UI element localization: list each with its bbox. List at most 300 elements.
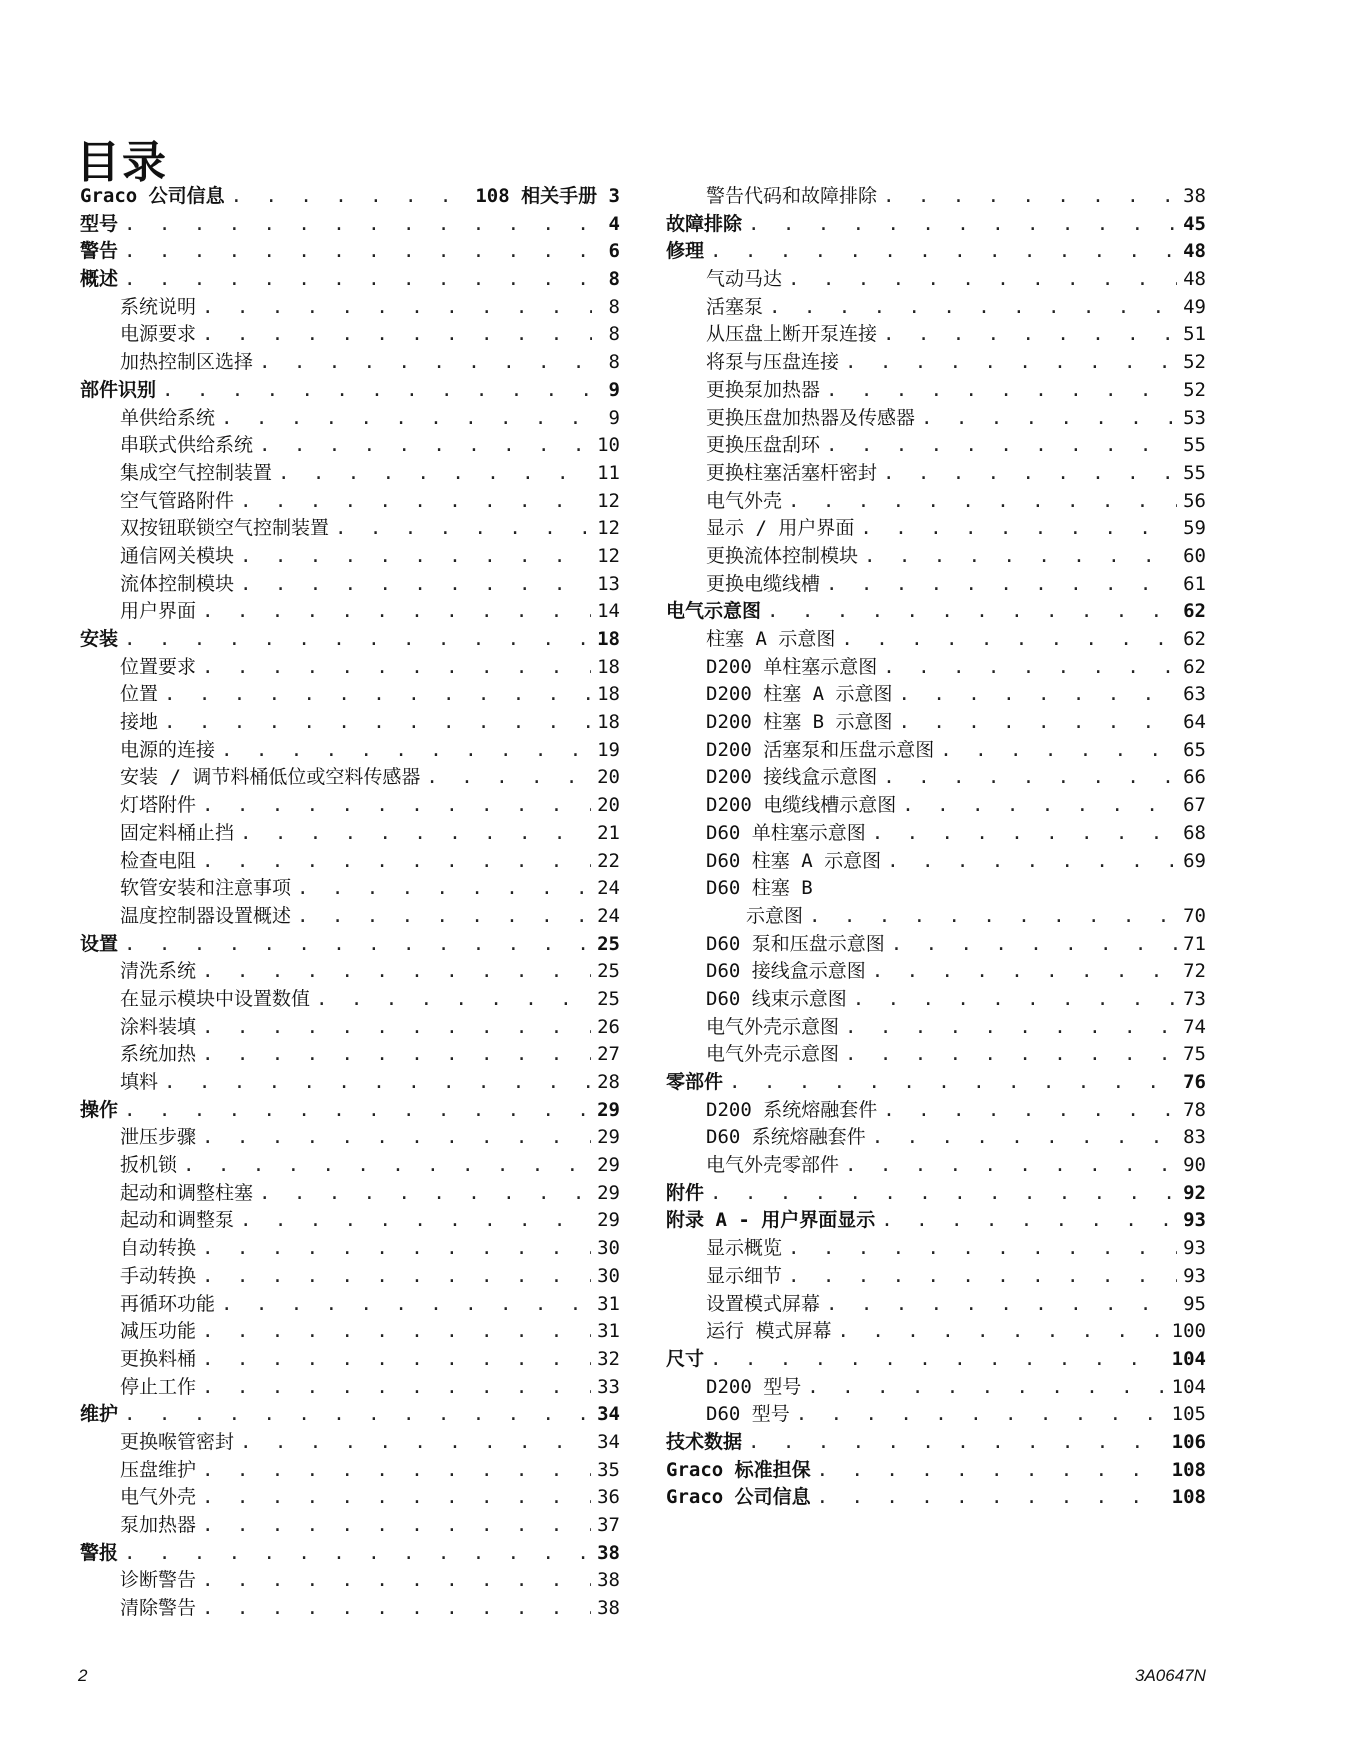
toc-entry-title: 双按钮联锁空气控制装置	[120, 517, 330, 540]
dot-leader	[817, 1457, 1166, 1485]
toc-entry-page: 25	[597, 960, 620, 983]
toc-entry-title: 尺寸	[666, 1347, 705, 1370]
toc-entry[interactable]	[80, 1318, 620, 1346]
toc-entry[interactable]	[666, 1429, 1206, 1457]
toc-entry[interactable]	[80, 958, 620, 986]
dot-leader	[940, 737, 1177, 765]
toc-entry[interactable]	[80, 1124, 620, 1152]
toc-entry[interactable]	[666, 321, 1206, 349]
dot-leader	[845, 1041, 1177, 1069]
toc-entry-page: 105	[1171, 1403, 1206, 1426]
toc-entry-page: 93	[1183, 1264, 1206, 1287]
dot-leader	[240, 571, 591, 599]
toc-entry-title: 泄压步骤	[120, 1126, 197, 1149]
dot-leader	[872, 958, 1177, 986]
toc-entry[interactable]	[80, 848, 620, 876]
toc-entry-page: 104	[1171, 1375, 1206, 1398]
toc-entry[interactable]	[666, 654, 1206, 682]
toc-entry[interactable]	[666, 432, 1206, 460]
toc-entry-page: 26	[597, 1015, 620, 1038]
toc-entry[interactable]	[80, 405, 620, 433]
toc-entry-page: 21	[597, 821, 620, 844]
toc-entry[interactable]	[666, 1069, 1206, 1097]
dot-leader	[767, 598, 1177, 626]
toc-entry-page: 70	[1183, 904, 1206, 927]
dot-leader	[902, 792, 1177, 820]
toc-entry[interactable]	[666, 488, 1206, 516]
toc-entry[interactable]	[80, 432, 620, 460]
dot-leader	[221, 737, 591, 765]
dot-leader	[202, 1567, 591, 1595]
toc-entry[interactable]	[80, 681, 620, 709]
dot-leader	[335, 515, 591, 543]
toc-entry[interactable]	[666, 1346, 1206, 1374]
dot-leader	[202, 1595, 591, 1623]
toc-entry[interactable]	[666, 820, 1206, 848]
toc-entry-title: 停止工作	[120, 1375, 197, 1398]
toc-entry[interactable]	[666, 183, 1206, 211]
dot-leader	[240, 1429, 591, 1457]
toc-entry[interactable]	[666, 958, 1206, 986]
toc-entry[interactable]	[80, 1235, 620, 1263]
toc-entry-page: 30	[597, 1264, 620, 1287]
dot-leader	[864, 543, 1177, 571]
toc-entry-page: 31	[597, 1292, 620, 1315]
toc-entry[interactable]	[80, 1152, 620, 1180]
toc-entry[interactable]	[666, 986, 1206, 1014]
dot-leader	[788, 266, 1177, 294]
toc-entry-title: 显示概览	[706, 1237, 783, 1260]
toc-entry-page: 75	[1183, 1043, 1206, 1066]
toc-entry-title: 清除警告	[120, 1597, 197, 1620]
toc-entry-page: 38	[597, 1597, 620, 1620]
toc-entry-title: 诊断警告	[120, 1569, 197, 1592]
toc-entry-page: 32	[597, 1347, 620, 1370]
dot-leader	[202, 1512, 591, 1540]
toc-entry-page: 52	[1183, 351, 1206, 374]
dot-leader	[796, 1401, 1166, 1429]
toc-entry-page: 100	[1171, 1320, 1206, 1343]
toc-entry[interactable]	[666, 515, 1206, 543]
toc-entry[interactable]	[80, 875, 620, 903]
toc-entry[interactable]	[666, 1401, 1206, 1429]
toc-entry[interactable]	[80, 1346, 620, 1374]
toc-entry-page: 62	[1183, 600, 1206, 623]
toc-entry-title: 填料	[120, 1071, 159, 1093]
toc-entry[interactable]	[666, 1263, 1206, 1291]
toc-entry[interactable]	[666, 460, 1206, 488]
toc-entry[interactable]	[666, 349, 1206, 377]
toc-entry-title: 显示 / 用户界面	[706, 517, 855, 540]
toc-entry-page: 29	[597, 1098, 620, 1121]
toc-entry[interactable]	[80, 1567, 620, 1595]
toc-entry[interactable]	[80, 598, 620, 626]
toc-entry[interactable]	[666, 681, 1206, 709]
toc-entry[interactable]	[666, 377, 1206, 405]
toc-entry-page: 38	[597, 1541, 620, 1564]
toc-entry-title: 型号	[80, 212, 119, 235]
toc-entry-page: 34	[597, 1430, 620, 1453]
dot-leader	[710, 238, 1177, 266]
toc-entry[interactable]	[666, 764, 1206, 792]
toc-entry-page: 33	[597, 1375, 620, 1398]
toc-entry-title: 检查电阻	[120, 849, 197, 872]
dot-leader	[883, 1097, 1177, 1125]
toc-entry[interactable]	[80, 986, 620, 1014]
dot-leader	[259, 1180, 591, 1208]
toc-entry[interactable]	[666, 1180, 1206, 1208]
toc-entry-title: 自动转换	[120, 1237, 197, 1260]
dot-leader	[202, 1124, 591, 1152]
dot-leader	[826, 377, 1177, 405]
dot-leader	[221, 405, 592, 433]
toc-entry[interactable]	[80, 1595, 620, 1623]
toc-entry[interactable]	[666, 903, 1206, 931]
toc-entry[interactable]	[666, 1152, 1206, 1180]
toc-entry[interactable]	[80, 377, 620, 405]
toc-entry-title: 灯塔附件	[120, 794, 197, 817]
toc-entry-page: 6	[608, 240, 620, 263]
toc-entry-page: 71	[1183, 932, 1206, 955]
toc-entry[interactable]	[80, 1041, 620, 1069]
dot-leader	[164, 681, 591, 709]
toc-entry[interactable]	[80, 543, 620, 571]
dot-leader	[202, 1484, 591, 1512]
dot-leader	[883, 654, 1177, 682]
dot-leader	[748, 1429, 1166, 1457]
dot-leader	[202, 792, 591, 820]
toc-entry[interactable]	[666, 1124, 1206, 1152]
toc-entry-title: 设置模式屏幕	[706, 1292, 821, 1315]
toc-entry-page: 52	[1183, 378, 1206, 401]
toc-entry-title: 更换压盘刮环	[706, 434, 821, 457]
toc-entry-title: D60 柱塞 A 示意图	[706, 849, 882, 872]
dot-leader	[883, 764, 1177, 792]
toc-entry-title: D60 柱塞 B	[706, 877, 813, 900]
toc-entry-page: 12	[597, 489, 620, 512]
toc-entry-page: 92	[1183, 1181, 1206, 1204]
toc-entry[interactable]	[666, 1457, 1206, 1485]
toc-entry[interactable]	[666, 238, 1206, 266]
toc-entry-page: 29	[597, 1126, 620, 1149]
toc-entry-title: 警告代码和故障排除	[706, 185, 878, 207]
dot-leader	[891, 931, 1177, 959]
toc-entry-title: 设置	[80, 932, 119, 955]
toc-entry-title: 柱塞 A 示意图	[706, 628, 836, 650]
toc-entry-page: 19	[597, 738, 620, 761]
toc-entry-title: D200 活塞泵和压盘示意图	[706, 738, 935, 761]
toc-entry[interactable]	[80, 1374, 620, 1402]
toc-entry[interactable]	[80, 1069, 620, 1097]
toc-entry[interactable]	[80, 1429, 620, 1457]
toc-entry-page: 36	[597, 1486, 620, 1509]
toc-entry[interactable]	[80, 820, 620, 848]
toc-entry[interactable]	[80, 1457, 620, 1485]
toc-entry[interactable]	[80, 1263, 620, 1291]
dot-leader	[807, 1374, 1165, 1402]
toc-entry-title: 故障排除	[666, 212, 743, 235]
toc-entry-page: 22	[597, 849, 620, 872]
toc-entry-title: 电气示意图	[666, 600, 762, 623]
toc-entry-title: 再循环功能	[120, 1292, 216, 1315]
toc-entry-title: D60 泵和压盘示意图	[706, 932, 885, 955]
dot-leader	[124, 626, 591, 654]
toc-entry[interactable]	[80, 349, 620, 377]
dot-leader	[872, 1124, 1177, 1152]
toc-entry-page: 62	[1183, 655, 1206, 678]
toc-entry-page: 38	[1183, 185, 1206, 207]
toc-entry[interactable]	[80, 1180, 620, 1208]
toc-entry[interactable]	[80, 571, 620, 599]
toc-entry-title: 手动转换	[120, 1264, 197, 1287]
toc-entry-title: 活塞泵	[706, 295, 764, 318]
toc-entry-title: 维护	[80, 1403, 119, 1426]
toc-entry-title: 集成空气控制装置	[120, 461, 273, 484]
toc-entry-page: 93	[1183, 1237, 1206, 1260]
toc-entry-title: 清洗系统	[120, 960, 197, 983]
dot-leader	[202, 321, 592, 349]
toc-entry-page: 53	[1183, 406, 1206, 429]
toc-entry[interactable]	[666, 1207, 1206, 1235]
toc-entry-page: 48	[1183, 268, 1206, 291]
toc-entry-page: 8	[608, 351, 620, 374]
dot-leader	[124, 238, 592, 266]
toc-entry[interactable]	[666, 1291, 1206, 1319]
toc-entry-page: 38	[597, 1569, 620, 1592]
toc-entry-title: 电源要求	[120, 323, 197, 346]
toc-entry-page: 31	[597, 1320, 620, 1343]
toc-entry-title: 单供给系统	[120, 406, 216, 429]
toc-entry[interactable]	[80, 931, 620, 959]
dot-leader	[872, 820, 1177, 848]
toc-entry[interactable]	[80, 1014, 620, 1042]
toc-entry[interactable]	[80, 737, 620, 765]
toc-entry-title: 显示细节	[706, 1264, 783, 1287]
toc-entry[interactable]	[80, 238, 620, 266]
toc-entry[interactable]	[80, 764, 620, 792]
toc-entry-title: 用户界面	[120, 600, 197, 623]
dot-leader	[202, 1263, 591, 1291]
dot-leader	[183, 1152, 591, 1180]
toc-entry[interactable]	[666, 543, 1206, 571]
toc-entry-title: 技术数据	[666, 1430, 743, 1453]
toc-entry-title: Graco 公司信息	[80, 185, 225, 207]
toc-entry-page: 9	[608, 378, 620, 401]
toc-entry[interactable]	[80, 294, 620, 322]
dot-leader	[899, 681, 1178, 709]
toc-entry[interactable]	[80, 1540, 620, 1568]
dot-leader	[883, 321, 1177, 349]
dot-leader	[710, 1180, 1177, 1208]
toc-entry-page: 25	[597, 932, 620, 955]
toc-entry-title: D200 型号	[706, 1375, 802, 1398]
toc-entry[interactable]	[666, 1014, 1206, 1042]
toc-entry-page: 55	[1183, 461, 1206, 484]
toc-entry-title: 电气外壳零部件	[706, 1154, 840, 1177]
toc-entry[interactable]	[80, 515, 620, 543]
toc-entry-title: 更换料桶	[120, 1347, 197, 1370]
toc-entry[interactable]	[80, 488, 620, 516]
toc-entry-title: 运行 模式屏幕	[706, 1320, 832, 1343]
toc-entry[interactable]	[80, 1207, 620, 1235]
toc-entry[interactable]	[80, 1401, 620, 1429]
toc-entry[interactable]	[80, 211, 620, 239]
toc-entry-title: 电气外壳示意图	[706, 1015, 840, 1038]
dot-leader	[729, 1069, 1177, 1097]
dot-leader	[826, 1291, 1177, 1319]
toc-entry-page: 25	[597, 987, 620, 1010]
toc-entry-page: 78	[1183, 1098, 1206, 1121]
toc-entry[interactable]	[666, 1097, 1206, 1125]
dot-leader	[841, 626, 1177, 654]
dot-leader	[202, 1235, 591, 1263]
dot-leader	[124, 266, 592, 294]
dot-leader	[240, 543, 591, 571]
toc-entry-page: 28	[597, 1071, 620, 1093]
toc-entry[interactable]	[80, 1512, 620, 1540]
toc-entry[interactable]	[80, 792, 620, 820]
toc-entry[interactable]	[80, 460, 620, 488]
toc-entry[interactable]	[666, 931, 1206, 959]
dot-leader	[240, 820, 591, 848]
toc-entry-title: 更换柱塞活塞杆密封	[706, 461, 878, 484]
dot-leader	[202, 1041, 591, 1069]
toc-entry-page: 104	[1171, 1347, 1206, 1370]
toc-entry-title: 安装	[80, 628, 119, 650]
toc-entry[interactable]	[80, 1484, 620, 1512]
toc-entry-page: 65	[1183, 738, 1206, 761]
dot-leader	[240, 1207, 591, 1235]
dot-leader	[845, 1152, 1177, 1180]
toc-entry-page: 90	[1183, 1154, 1206, 1177]
toc-entry[interactable]	[666, 266, 1206, 294]
toc-left-column	[80, 183, 620, 1623]
page-number: 2	[78, 1666, 88, 1685]
dot-leader	[202, 1318, 591, 1346]
dot-leader	[202, 294, 592, 322]
toc-entry-page: 34	[597, 1403, 620, 1426]
dot-leader	[231, 183, 470, 211]
toc-entry[interactable]	[80, 1097, 620, 1125]
dot-leader	[202, 598, 591, 626]
toc-entry-title: 操作	[80, 1098, 119, 1121]
dot-leader	[162, 377, 592, 405]
dot-leader	[837, 1318, 1165, 1346]
toc-entry-title: 部件识别	[80, 378, 157, 401]
toc-entry-page: 60	[1183, 544, 1206, 567]
toc-entry[interactable]	[80, 654, 620, 682]
toc-entry-title: 扳机锁	[120, 1154, 178, 1177]
dot-leader	[921, 405, 1177, 433]
toc-entry-title: 在显示模块中设置数值	[120, 987, 311, 1010]
toc-entry-page: 35	[597, 1458, 620, 1481]
dot-leader	[202, 654, 591, 682]
dot-leader	[860, 515, 1177, 543]
toc-entry[interactable]	[666, 294, 1206, 322]
toc-entry[interactable]	[80, 1291, 620, 1319]
dot-leader	[124, 1540, 591, 1568]
dot-leader	[164, 1069, 591, 1097]
toc-entry[interactable]	[666, 875, 1206, 903]
toc-entry-title: 固定料桶止挡	[120, 821, 235, 844]
dot-leader	[883, 460, 1177, 488]
toc-entry-title: D200 接线盒示意图	[706, 766, 878, 789]
dot-leader	[845, 1014, 1177, 1042]
dot-leader	[202, 1346, 591, 1374]
toc-entry[interactable]	[80, 321, 620, 349]
toc-entry[interactable]	[666, 1318, 1206, 1346]
toc-entry-title: 修理	[666, 240, 705, 263]
toc-entry-title: 电气外壳示意图	[706, 1043, 840, 1066]
dot-leader	[899, 709, 1178, 737]
toc-entry-title: D200 柱塞 B 示意图	[706, 711, 893, 734]
toc-entry-title: 减压功能	[120, 1320, 197, 1343]
toc-entry-page: 18	[597, 628, 620, 650]
toc-entry-page: 45	[1183, 212, 1206, 235]
toc-entry-page: 24	[597, 877, 620, 900]
dot-leader	[202, 1457, 591, 1485]
toc-entry-page: 24	[597, 904, 620, 927]
toc-entry-page: 76	[1183, 1071, 1206, 1093]
toc-entry[interactable]	[80, 266, 620, 294]
toc-entry-page: 83	[1183, 1126, 1206, 1149]
dot-leader	[881, 1207, 1177, 1235]
toc-entry-title: 更换电缆线槽	[706, 572, 821, 595]
toc-entry[interactable]	[666, 792, 1206, 820]
toc-entry[interactable]	[666, 211, 1206, 239]
toc-entry[interactable]	[666, 626, 1206, 654]
dot-leader	[809, 903, 1177, 931]
toc-entry[interactable]	[80, 709, 620, 737]
toc-entry[interactable]	[666, 1235, 1206, 1263]
toc-entry[interactable]	[80, 183, 620, 211]
dot-leader	[221, 1291, 591, 1319]
toc-entry-title: D60 单柱塞示意图	[706, 821, 866, 844]
toc-entry[interactable]	[666, 598, 1206, 626]
toc-entry-title: D200 单柱塞示意图	[706, 655, 878, 678]
dot-leader	[853, 986, 1177, 1014]
toc-entry-title: Graco 公司信息	[666, 1486, 811, 1509]
toc-entry-page: 72	[1183, 960, 1206, 983]
toc-entry-title: 流体控制模块	[120, 572, 235, 595]
toc-entry[interactable]	[666, 737, 1206, 765]
toc-entry-title: 系统加热	[120, 1043, 197, 1066]
toc-entry[interactable]	[666, 848, 1206, 876]
toc-entry[interactable]	[666, 1484, 1206, 1512]
toc-entry-title: 更换喉管密封	[120, 1430, 235, 1453]
toc-entry-title: 压盘维护	[120, 1458, 197, 1481]
toc-entry[interactable]	[666, 709, 1206, 737]
dot-leader	[259, 349, 592, 377]
toc-entry-page: 93	[1183, 1209, 1206, 1232]
dot-leader	[426, 764, 591, 792]
toc-entry[interactable]	[80, 903, 620, 931]
toc-entry-page: 18	[597, 683, 620, 706]
toc-entry[interactable]	[666, 571, 1206, 599]
toc-entry-title: 电气外壳	[706, 489, 783, 512]
toc-entry-page: 56	[1183, 489, 1206, 512]
dot-leader	[817, 1484, 1166, 1512]
toc-entry-title: D200 电缆线槽示意图	[706, 794, 897, 817]
toc-entry[interactable]	[666, 1374, 1206, 1402]
toc-entry[interactable]	[666, 405, 1206, 433]
toc-entry[interactable]	[80, 626, 620, 654]
toc-entry-title: 系统说明	[120, 295, 197, 318]
toc-entry-page: 4	[608, 212, 620, 235]
toc-entry-page: 8	[608, 268, 620, 291]
toc-entry-title: 更换压盘加热器及传感器	[706, 406, 916, 429]
toc-entry[interactable]	[666, 1041, 1206, 1069]
